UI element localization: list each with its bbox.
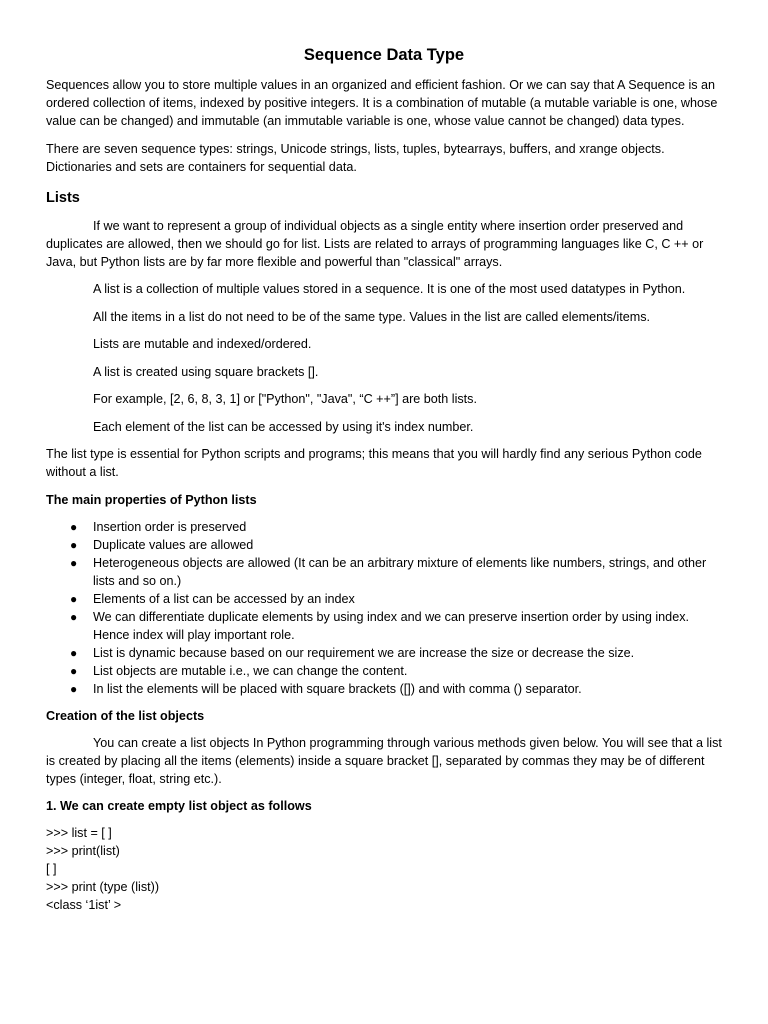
list-item <box>46 518 722 536</box>
list-item <box>46 680 722 698</box>
list-item-text: Insertion order is preserved <box>93 519 247 534</box>
list-item <box>46 662 722 680</box>
list-fact-1: A list is a collection of multiple values stored in a sequence. It is one of the most used datatypes in Python. <box>93 282 686 296</box>
creation-heading: Creation of the list objects <box>46 708 205 723</box>
list-fact-3: Lists are mutable and indexed/ordered. <box>93 337 312 351</box>
list-item <box>46 608 722 644</box>
bullet-icon: ● <box>70 537 78 552</box>
bullet-icon: ● <box>70 591 78 606</box>
list-fact-2: All the items in a list do not need to be of the same type. Values in the list are called elements/items. <box>93 309 650 324</box>
code-line-1: >>> list = [ ] <box>46 826 112 840</box>
list-item <box>46 590 722 608</box>
bullet-icon: ● <box>70 609 78 624</box>
list-item <box>46 536 722 554</box>
bullet-icon: ● <box>70 681 78 696</box>
list-item-text: We can differentiate duplicate elements by using index and we can preserve insertion order by using index. Hence index will play important role. <box>93 609 689 642</box>
intro-paragraph-1: Sequences allow you to store multiple values in an organized and efficient fashion. Or we can say that A Sequence is an ordered collection of items, indexed by positive integers. It is a combination of mutable (a mutable variable is one, whose value can be changed) and immutable (an immutable variable is one, whose value cannot be changed) data types. <box>46 78 718 128</box>
list-fact-4: A list is created using square brackets []. <box>93 364 319 379</box>
creation-paragraph: You can create a list objects In Python programming through various methods given below. You will see that a list is created by placing all the items (elements) inside a square bracket [], separated by commas they may be of different types (integer, float, string etc.). <box>46 735 722 786</box>
list-item-text: Duplicate values are allowed <box>93 537 254 552</box>
bullet-icon: ● <box>70 555 78 570</box>
code-line-5: <class ‘1ist’ > <box>46 898 122 912</box>
list-item-text: List objects are mutable i.e., we can change the content. <box>93 663 408 678</box>
lists-heading: Lists <box>46 189 80 206</box>
properties-heading: The main properties of Python lists <box>46 492 257 507</box>
list-item <box>46 554 722 590</box>
code-line-2: >>> print(list) <box>46 844 120 858</box>
list-item-text: List is dynamic because based on our requirement we are increase the size or decrease the size. <box>93 645 635 660</box>
code-line-3: [ ] <box>46 862 57 876</box>
list-fact-5: For example, [2, 6, 8, 3, 1] or ["Python", "Java", “C ++”] are both lists. <box>93 392 477 406</box>
bullet-icon: ● <box>70 519 78 534</box>
list-item-text: Elements of a list can be accessed by an index <box>93 591 355 606</box>
document-title: Sequence Data Type <box>303 46 465 64</box>
bullet-icon: ● <box>70 645 78 660</box>
list-essential-paragraph: The list type is essential for Python scripts and programs; this means that you will hardly find any serious Python code without a list. <box>46 447 702 479</box>
document-page <box>46 44 722 914</box>
bullet-icon: ● <box>70 663 78 678</box>
list-fact-6: Each element of the list can be accessed by using it's index number. <box>93 419 474 434</box>
list-item-text: In list the elements will be placed with square brackets ([]) and with comma () separator. <box>93 681 582 696</box>
intro-paragraph-2: There are seven sequence types: strings, Unicode strings, lists, tuples, bytearrays, buffers, and xrange objects. Dictionaries and sets are containers for sequential data. <box>46 141 665 174</box>
lists-intro-paragraph: If we want to represent a group of individual objects as a single entity where insertion order preserved and duplicates are allowed, then we should go for list. Lists are related to arrays of programming languages like C, C ++ or Java, but Python lists are by far more flexible and powerful than "classical" arrays. <box>46 218 704 269</box>
code-line-4: >>> print (type (list)) <box>46 880 160 894</box>
method1-heading: 1. We can create empty list object as follows <box>46 799 312 813</box>
code-example <box>46 824 722 914</box>
properties-list <box>46 518 722 698</box>
list-item <box>46 644 722 662</box>
list-item-text: Heterogeneous objects are allowed (It can be an arbitrary mixture of elements like numbers, strings, and other lists and so on.) <box>93 555 707 588</box>
